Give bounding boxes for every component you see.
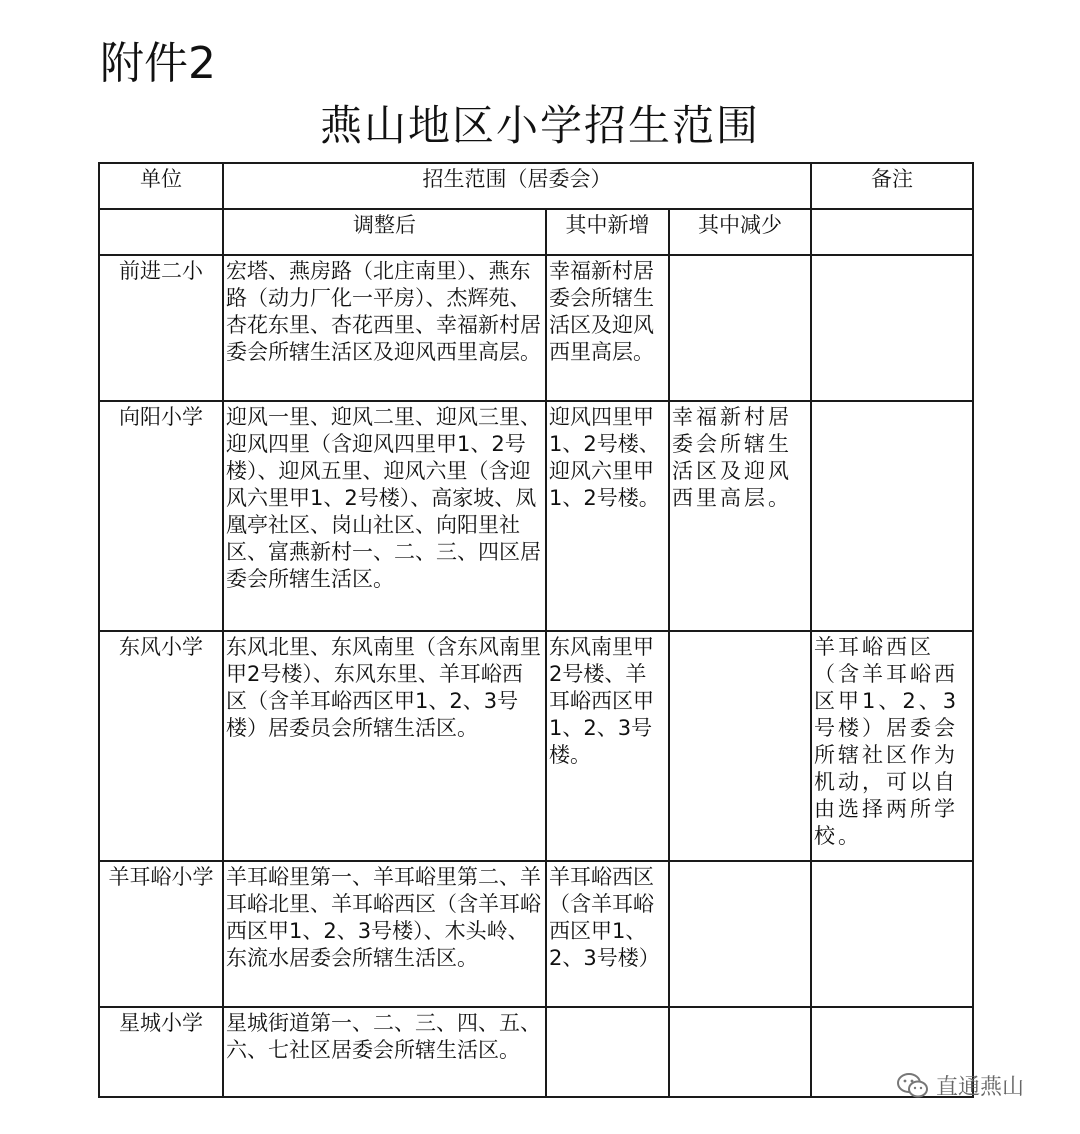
subheader-empty (99, 209, 223, 255)
cell-remark (811, 255, 973, 401)
cell-reduced (669, 1007, 811, 1097)
cell-added: 幸福新村居委会所辖生活区及迎风西里高层。 (546, 255, 669, 401)
cell-remark: 羊耳峪西区（含羊耳峪西区甲1、2、3号楼）居委会所辖社区作为机动，可以自由选择两所学校。 (811, 631, 973, 861)
cell-added: 羊耳峪西区（含羊耳峪西区甲1、2、3号楼） (546, 861, 669, 1007)
cell-unit: 星城小学 (99, 1007, 223, 1097)
cell-remark (811, 861, 973, 1007)
cell-added: 东风南里甲2号楼、羊耳峪西区甲1、2、3号楼。 (546, 631, 669, 861)
cell-added: 迎风四里甲1、2号楼、迎风六里甲1、2号楼。 (546, 401, 669, 631)
cell-unit: 东风小学 (99, 631, 223, 861)
header-unit: 单位 (99, 163, 223, 209)
cell-unit: 向阳小学 (99, 401, 223, 631)
cell-adjusted: 东风北里、东风南里（含东风南里甲2号楼）、东风东里、羊耳峪西区（含羊耳峪西区甲1、2、3号楼）居委员会所辖生活区。 (223, 631, 546, 861)
header-scope: 招生范围（居委会） (223, 163, 811, 209)
cell-reduced (669, 861, 811, 1007)
header-row (99, 163, 973, 209)
wechat-icon (896, 1072, 930, 1100)
cell-reduced (669, 631, 811, 861)
cell-adjusted: 星城街道第一、二、三、四、五、六、七社区居委会所辖生活区。 (223, 1007, 546, 1097)
table-row (99, 861, 973, 1007)
enrollment-table (98, 162, 974, 1098)
watermark (896, 1070, 1024, 1101)
cell-adjusted: 羊耳峪里第一、羊耳峪里第二、羊耳峪北里、羊耳峪西区（含羊耳峪西区甲1、2、3号楼）、木头岭、东流水居委会所辖生活区。 (223, 861, 546, 1007)
table-row (99, 631, 973, 861)
cell-remark (811, 401, 973, 631)
attachment-label: 附件2 (100, 38, 216, 89)
subheader-row (99, 209, 973, 255)
table-row (99, 255, 973, 401)
cell-adjusted: 迎风一里、迎风二里、迎风三里、迎风四里（含迎风四里甲1、2号楼）、迎风五里、迎风六里（含迎风六里甲1、2号楼）、高家坡、凤凰亭社区、岗山社区、向阳里社区、富燕新村一、二、三、四区居委会所辖生活区。 (223, 401, 546, 631)
table-row (99, 401, 973, 631)
header-reduced: 其中减少 (669, 209, 811, 255)
cell-reduced (669, 255, 811, 401)
table-row (99, 1007, 973, 1097)
page-title: 燕山地区小学招生范围 (319, 101, 760, 150)
header-added: 其中新增 (546, 209, 669, 255)
cell-added (546, 1007, 669, 1097)
header-remark: 备注 (811, 163, 973, 209)
watermark-text: 直通燕山 (936, 1075, 1025, 1100)
header-adjusted: 调整后 (223, 209, 546, 255)
subheader-remark-empty (811, 209, 973, 255)
cell-unit: 羊耳峪小学 (99, 861, 223, 1007)
cell-adjusted: 宏塔、燕房路（北庄南里）、燕东路（动力厂化一平房）、杰辉苑、杏花东里、杏花西里、幸福新村居委会所辖生活区及迎风西里高层。 (223, 255, 546, 401)
cell-unit: 前进二小 (99, 255, 223, 401)
cell-reduced: 幸福新村居委会所辖生活区及迎风西里高层。 (669, 401, 811, 631)
